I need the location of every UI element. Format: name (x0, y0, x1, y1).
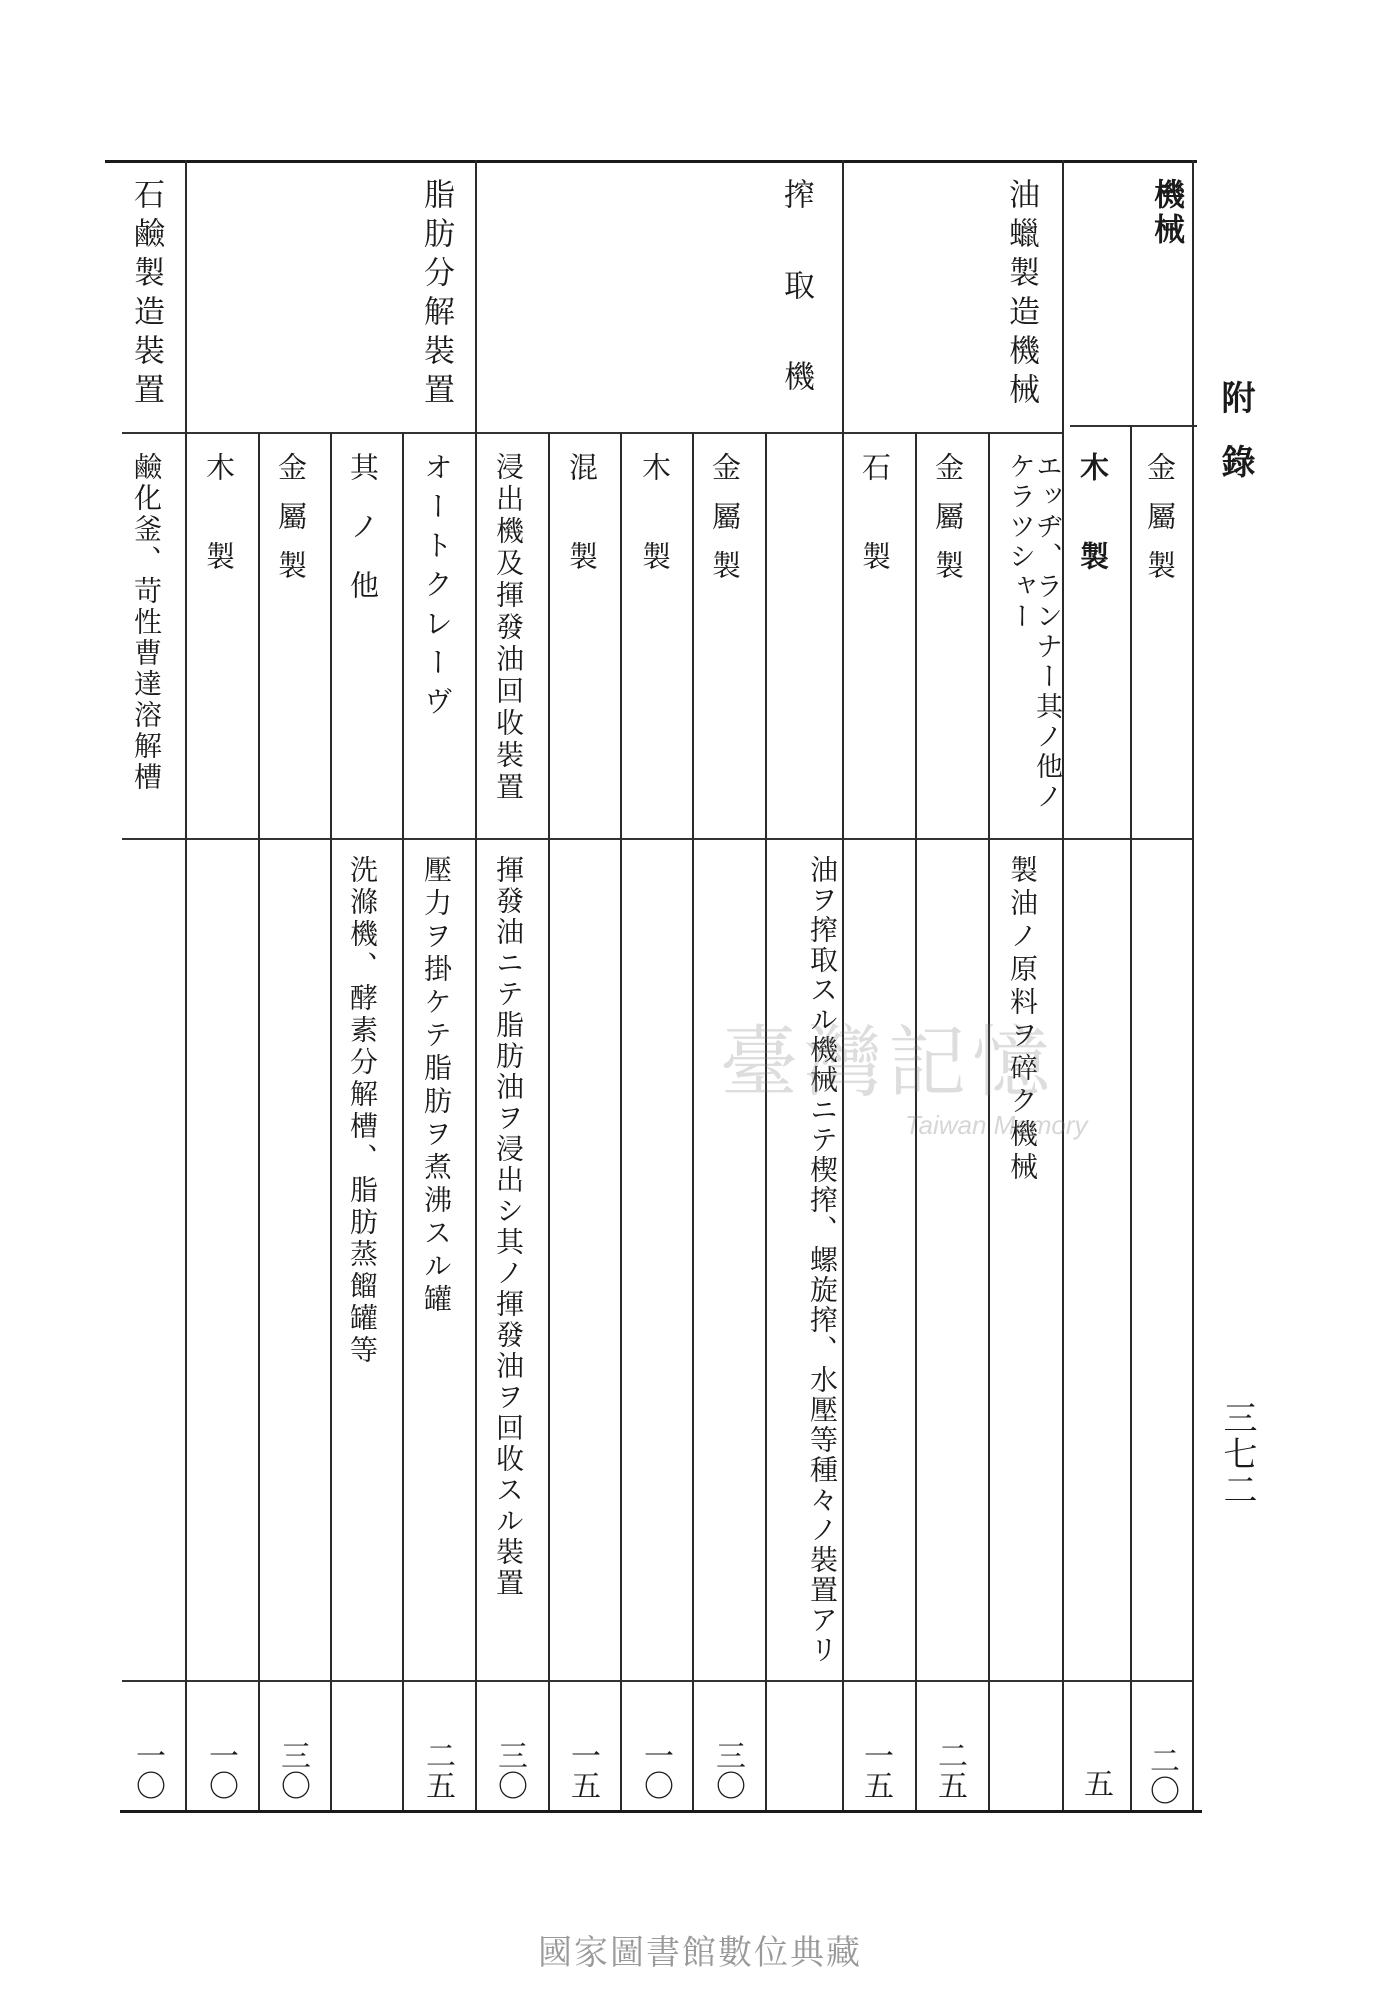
col-line (402, 432, 404, 1810)
rate: 二五 (932, 1740, 967, 1800)
desc-press: 油ヲ搾取スル機械ニテ楔搾、螺旋搾、水壓等種々ノ裝置アリ (806, 855, 839, 1665)
item-stone: 石製 (858, 452, 892, 630)
item-metal: 金屬製 (274, 452, 308, 599)
rate: 五 (1078, 1768, 1113, 1798)
item-other: 其ノ他 (346, 452, 380, 629)
rate-rule (122, 1680, 1192, 1682)
col-line (475, 160, 477, 1810)
desc-other: 洗滌機、酵素分解槽、脂肪蒸餾罐等 (346, 855, 379, 1367)
header-rule-right (1070, 425, 1197, 427)
rate: 一〇 (203, 1740, 238, 1800)
watermark-logo-en: Taiwan Memory (905, 1110, 1088, 1140)
watermark-logo: 臺灣記憶 (720, 1018, 1057, 1108)
rate: 一五 (858, 1740, 893, 1800)
section-press: 搾取機 (778, 178, 814, 451)
item-extractor: 浸出機及揮發油回收裝置 (492, 452, 525, 804)
col-line (330, 432, 332, 1810)
item-wood: 木製 (1076, 452, 1110, 630)
col-line (185, 160, 187, 1810)
col-line (692, 432, 694, 1810)
running-head: 附錄 (1215, 380, 1255, 508)
page-number: 三七二 (1217, 1400, 1257, 1508)
item-metal: 金屬製 (708, 452, 742, 599)
header-rule-left (122, 432, 1062, 434)
rate: 一〇 (638, 1740, 673, 1800)
rate: 一〇 (130, 1740, 165, 1800)
item-metal: 金屬製 (1143, 452, 1177, 599)
col-line (620, 432, 622, 1810)
footer-credit: 國家圖書館數位典藏 (538, 1933, 862, 1973)
desc-autoclave: 壓力ヲ掛ケテ脂肪ヲ煮沸スル罐 (420, 855, 453, 1317)
rate: 二〇 (1144, 1745, 1179, 1805)
item-wood: 木製 (638, 452, 672, 630)
col-line (258, 432, 260, 1810)
section-machinery: 機械 (1148, 178, 1184, 248)
rate: 三〇 (492, 1740, 527, 1800)
table-top-rule (105, 160, 1197, 163)
col-line (548, 432, 550, 1810)
col-line (1130, 425, 1132, 1810)
rate: 一五 (565, 1740, 600, 1800)
item-metal: 金屬製 (931, 452, 965, 599)
section-oil-wax-machinery: 油蠟製造機械 (1003, 178, 1039, 412)
col-line (1062, 160, 1064, 1810)
col-line (842, 160, 844, 1810)
rate: 三〇 (710, 1740, 745, 1800)
item-autoclave: オートクレーヴ (420, 452, 454, 725)
item-rule-left (122, 838, 1192, 840)
desc-extractor: 揮發油ニテ脂肪油ヲ浸出シ其ノ揮發油ヲ回收スル裝置 (492, 855, 525, 1599)
table-bottom-rule (120, 1810, 1202, 1813)
item-edge-runner: エッヂ、ランナー其ノ他ノケラツシャー (1004, 452, 1062, 812)
desc-crusher: 製油ノ原料ヲ碎ク機械 (1006, 855, 1039, 1185)
rate: 二五 (420, 1740, 455, 1800)
section-soap-making: 石鹼製造裝置 (128, 178, 164, 412)
col-line (765, 432, 767, 1810)
item-saponification-kettle: 鹼化釜、苛性曹達溶解槽 (130, 452, 163, 793)
item-wood: 木製 (202, 452, 236, 630)
item-mixed: 混製 (565, 452, 599, 630)
col-line (1192, 160, 1194, 1810)
rate: 三〇 (275, 1740, 310, 1800)
section-fat-splitting: 脂肪分解裝置 (418, 178, 454, 412)
